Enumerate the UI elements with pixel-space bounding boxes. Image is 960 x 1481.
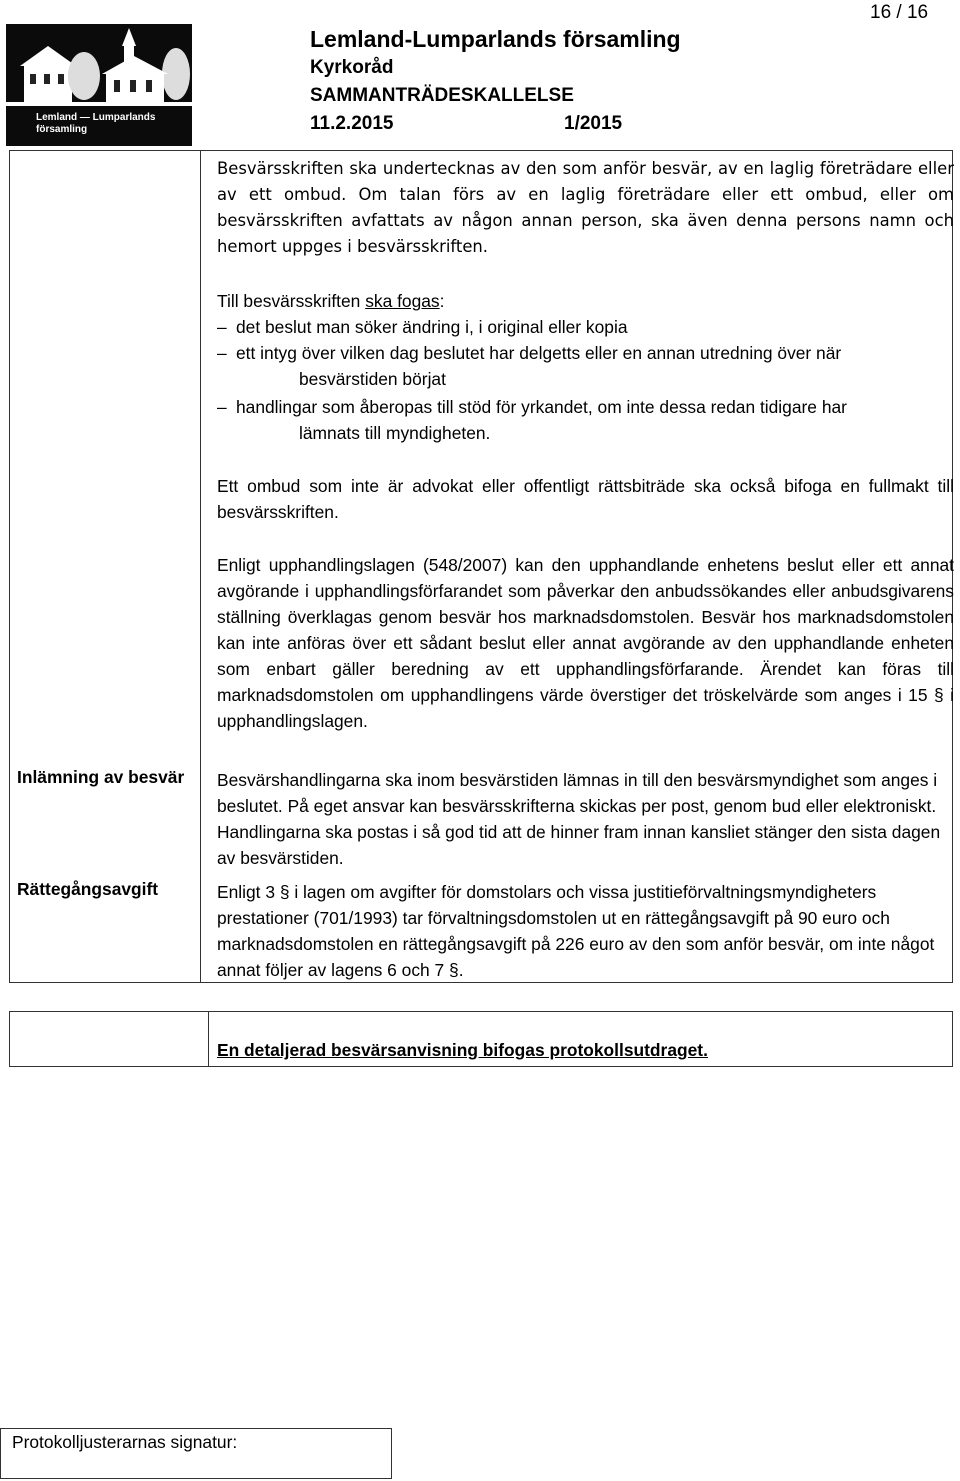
list-item-text: ett intyg över vilken dag beslutet har delgetts eller en annan utredning över när bbox=[236, 343, 842, 363]
document-type: SAMMANTRÄDESKALLELSE bbox=[310, 85, 574, 106]
list-item-continuation: besvärstiden börjat bbox=[299, 369, 446, 389]
submission-paragraph: Besvärshandlingarna ska inom besvärstiden lämnas in till den besvärsmyndighet som anges i beslutet. På eget ansvar kan besvärsskrifterna skickas per post, genom bud eller elektroniskt. Handlingarna ska postas i så god tid att de hinner fram innan kansliet stänger den sista dagen av besvärstiden. bbox=[217, 770, 941, 868]
logo-text-line2: församling bbox=[36, 124, 88, 135]
attachments-intro bbox=[217, 288, 954, 314]
section-label-court-fee: Rättegångsavgift bbox=[17, 879, 159, 899]
list-item bbox=[217, 394, 954, 446]
logo-text-line1: Lemland — Lumparlands bbox=[36, 112, 156, 123]
attachments-intro-colon: : bbox=[439, 291, 445, 311]
parish-logo bbox=[6, 24, 192, 146]
dash-bullet: – bbox=[217, 343, 227, 363]
list-item-continuation: lämnats till myndigheten. bbox=[299, 423, 491, 443]
list-item-text: handlingar som åberopas till stöd för yrkandet, om inte dessa redan tidigare har bbox=[236, 397, 847, 417]
document-header bbox=[310, 24, 681, 138]
attachments-intro-text: Till besvärsskriften bbox=[217, 291, 366, 311]
court-fee-paragraph: Enligt 3 § i lagen om avgifter för domstolars och vissa justitieförvaltningsmyndigheters prestationer (701/1993) tar förvaltningsdomstolen ut en rättegångsavgift på 90 euro och marknadsdomstolen en rättegångsavgift på 226 euro av den som anför besvär, om inte något annat följer av lagens 6 och 7 §. bbox=[217, 882, 935, 980]
section-label-submission: Inlämning av besvär bbox=[17, 767, 185, 787]
meeting-body: Kyrkoråd bbox=[310, 57, 394, 78]
proxy-paragraph: Ett ombud som inte är advokat eller offentligt rättsbiträde ska också bifoga en fullmakt till besvärsskriften. bbox=[217, 476, 954, 522]
meeting-number: 1/2015 bbox=[564, 113, 623, 134]
organization-name: Lemland-Lumparlands församling bbox=[310, 26, 681, 52]
detailed-instructions-note: En detaljerad besvärsanvisning bifogas protokollsutdraget. bbox=[217, 1040, 708, 1060]
dash-bullet: – bbox=[217, 317, 227, 337]
procurement-paragraph: Enligt upphandlingslagen (548/2007) kan den upphandlande enhetens beslut eller ett annat avgörande i upphandlingsförfarandet som påverkar den anbudssökandes eller anbudsgivarens ställning överklagas genom besvär hos marknadsdomstolen. Besvär hos marknadsdomstolen kan inte anföras över ett sådant beslut eller annat avgörande av den upphandlande enheten som enbart gäller beredning av ett upphandlingsförfarande. Ärendet kan föras till marknadsdomstolen om upphandlingens värde överstiger det tröskelvärde som anges i 15 § i upphandlingslagen. bbox=[217, 555, 954, 731]
dash-bullet: – bbox=[217, 397, 227, 417]
column-divider bbox=[200, 150, 201, 983]
footer-column-divider bbox=[208, 1011, 209, 1067]
attachments-intro-underlined: ska fogas bbox=[365, 291, 440, 311]
meeting-date: 11.2.2015 bbox=[310, 113, 394, 134]
page-number: 16 / 16 bbox=[870, 2, 929, 23]
list-item-text: det beslut man söker ändring i, i original eller kopia bbox=[236, 317, 628, 337]
list-item bbox=[217, 340, 954, 392]
signature-requirements-paragraph: Besvärsskriften ska undertecknas av den som anför besvär, av en laglig företrädare eller av ett ombud. Om talan förs av en laglig företrädare eller ett ombud, eller om besvärsskriften avfattats av någon annan person, ska även denna persons namn och hemort uppges i besvärsskriften. bbox=[217, 159, 954, 256]
signature-label: Protokolljusterarnas signatur: bbox=[12, 1432, 238, 1452]
